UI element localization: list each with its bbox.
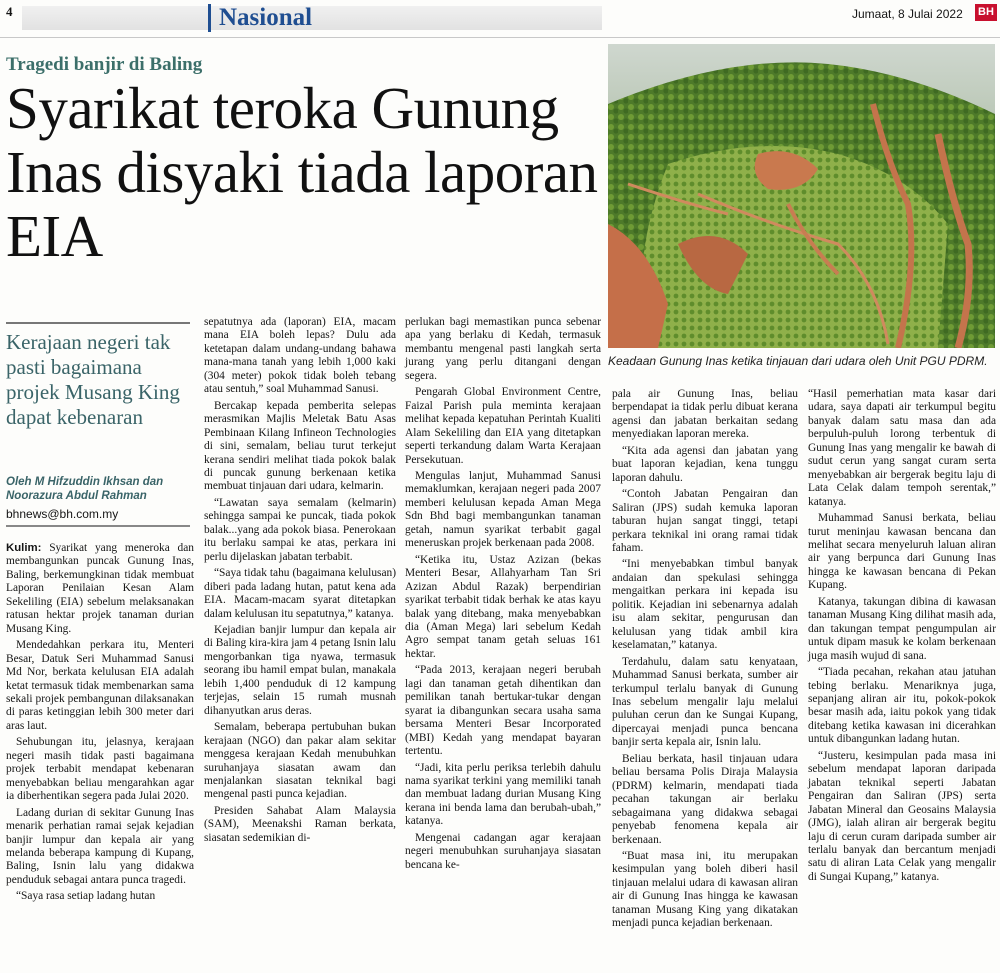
body-column-1	[6, 542, 194, 907]
paragraph: “Kita ada agensi dan jabatan yang buat laporan kejadian, kena tunggu laporan dahulu.	[612, 444, 798, 484]
aerial-photo	[608, 44, 995, 348]
paragraph: Pengarah Global Environment Centre, Faizal Parish pula meminta kerajaan melihat kepada kepatuhan Perintah Kualiti Alam Sekeliling dan EIA yang ditetapkan seperti terkandung dalam Warta Kerajaan Persekutuan.	[405, 386, 601, 466]
issue-date: Jumaat, 8 Julai 2022	[852, 7, 963, 21]
dateline: Kulim:	[6, 542, 42, 554]
masthead-divider	[0, 37, 1000, 38]
paragraph: Semalam, beberapa pertubuhan bukan kerajaan (NGO) dan pakar alam sekitar menggesa kerajaan Kedah menubuhkan suruhanjaya siasatan awam dan menjalankan siasatan teknikal bagi mengenal pasti punca kejadian.	[204, 721, 396, 801]
paragraph: “Contoh Jabatan Pengairan dan Saliran (JPS) sudah kemuka laporan taburan hujan sangat tinggi, tetapi perkara teknikal ini orang ramai tidak faham.	[612, 488, 798, 554]
paragraph: Sehubungan itu, jelasnya, kerajaan negeri masih tidak pasti bagaimana projek terbabit mendapat kebenaran menyebabkan beliau mengarahkan agar ia diberhentikan segera pada Julai 2020.	[6, 736, 194, 803]
paragraph: “Justeru, kesimpulan pada masa ini sebelum mendapat laporan daripada jabatan teknikal seperti Jabatan Pengairan dan Saliran (JPS) serta Jabatan Mineral dan Geosains Malaysia (JMG), ialah aliran air bergerak begitu laju di cerun curam daripada sumber air terlalu banyak dan bercantum menjadi satu di aliran Lata Celak yang mengalir di Sungai Kupang,” katanya.	[808, 749, 996, 883]
subheadline-box	[6, 322, 190, 430]
paragraph: Mengulas lanjut, Muhammad Sanusi memaklumkan, kerajaan negeri pada 2007 memberi kelulusan kepada Aman Mega Sdn Bhd bagi membangunkan tanaman getah, namun syarikat terbabit gagal meneruskan projek berkenaan pada 2008.	[405, 469, 601, 550]
paragraph: “Hasil pemerhatian mata kasar dari udara, saya dapati air terkumpul begitu banyak dalam satu masa dan ada berpuluh-puluh lorong terbentuk di Gunung Inas yang mengalir ke bawah di sudut cerun yang sangat curam serta menyebabkan air bergerak begitu laju di Lata Celak dalam tempoh serentak,” katanya.	[808, 388, 996, 508]
paragraph: “Saya tidak tahu (bagaimana kelulusan) diberi pada ladang hutan, patut kena ada EIA. Macam-macam syarat ditetapkan dalam kelulusan itu sepatutnya,” katanya.	[204, 567, 396, 620]
body-column-5	[808, 388, 996, 887]
paragraph: “Saya rasa setiap ladang hutan	[16, 890, 156, 903]
page-number: 4	[6, 4, 13, 19]
body-column-2	[204, 316, 396, 848]
paragraph: “Ketika itu, Ustaz Azizan (bekas Menteri Besar, Allahyarham Tan Sri Azizan Abdul Razak) berpendirian syarikat terbabit tidak berhak ke atas kayu balak yang ditebang, maka menyebabkan dia (Aman Mega) lari sebelum Kedah Agro sempat tanam getah seluas 161 hektar.	[405, 553, 601, 660]
paragraph: sepatutnya ada (laporan) EIA, macam mana EIA boleh lepas? Dulu ada ketetapan dalam undang-undang bahawa mana-mana tanah yang lebih 1,000 kaki (304 meter) pokok tidak boleh tebang atau sentuh,” soal Muhammad Sanusi.	[204, 316, 396, 396]
paragraph: Katanya, takungan dibina di kawasan tanaman Musang King dilihat masih ada, dan takungan tempat pengumpulan air untuk dipam masuk ke kolam berkenaan juga masih wujud di sana.	[808, 595, 996, 662]
author-email[interactable]: bhnews@bh.com.my	[6, 507, 119, 521]
paragraph: “Lawatan saya semalam (kelmarin) sehingga sampai ke puncak, tiada pokok balak...yang ada pokok biasa. Penerokaan itu berlaku sampai ke atas, perkara ini perlu dijelaskan jabatan terbabit.	[204, 496, 396, 563]
paragraph: Mendedahkan perkara itu, Menteri Besar, Datuk Seri Muhammad Sanusi Md Nor, berkata kelulusan EIA adalah ketat termasuk tidak membenarkan sama sekali projek pembangunan dilaksanakan di paras ketinggian lebih 300 meter dari aras laut.	[6, 639, 194, 732]
paragraph: perlukan bagi memastikan punca sebenar apa yang berlaku di Kedah, termasuk membantu mengenal pasti langkah serta jurang yang perlu ditangani dengan segera.	[405, 316, 601, 382]
paragraph: Kejadian banjir lumpur dan kepala air di Baling kira-kira jam 4 petang Isnin lalu mengorbankan tiga nyawa, termasuk seorang ibu hamil empat bulan, manakala lebih 1,400 penduduk di 12 kampung terjejas, selain 15 rumah musnah dihanyutkan arus deras.	[204, 623, 396, 717]
article-headline: Syarikat teroka Gunung Inas disyaki tiada laporan EIA	[6, 75, 598, 269]
forest-clearing-image	[608, 44, 995, 348]
subheadline: Kerajaan negeri tak pasti bagaimana projek Musang King dapat kebenaran	[6, 330, 180, 429]
paragraph: “Jadi, kita perlu periksa terlebih dahulu nama syarikat terkini yang memiliki tanah dan membuat ladang durian Musang King kerana ini benda lama dan berubah-ubah,” katanya.	[405, 761, 601, 828]
paragraph: Terdahulu, dalam satu kenyataan, Muhammad Sanusi berkata, sumber air terkumpul terlalu banyak di Gunung Inas sebelum mengalir laju melalui puluhan cerun dan ke Sungai Kupang, dipercayai menjadi punca bencana banjir serta kepala air, Isnin lalu.	[612, 655, 798, 749]
paragraph: “Ini menyebabkan timbul banyak andaian dan spekulasi sehingga mengaitkan perkara ini kepada isu politik. Kejadian ini sebenarnya adalah isu alam sekitar, pengurusan dan kelulusan yang tidak ambil kira keselamatan,” katanya.	[612, 558, 798, 652]
paragraph: Presiden Sahabat Alam Malaysia (SAM), Meenakshi Raman berkata, siasatan sedemikian di-	[204, 804, 396, 844]
paragraph: Beliau berkata, hasil tinjauan udara beliau bersama Polis Diraja Malaysia (PDRM) kelmarin, mendapati tiada pecahan takungan air berlaku sebagaimana yang didakwa sebagai penyebab fenomena kepala air berkenaan.	[612, 752, 798, 846]
body-column-3	[405, 316, 601, 875]
paragraph: Ladang durian di sekitar Gunung Inas menarik perhatian ramai sejak kejadian banjir lumpur dan kepala air yang melanda beberapa kampung di Kupang, Baling, Isnin lalu yang didakwa penduduk sebagai antara punca tragedi.	[6, 806, 194, 886]
byline: Oleh M Hifzuddin Ikhsan dan Noorazura Abdul Rahman	[6, 476, 164, 502]
masthead-bar	[0, 0, 1000, 38]
byline-rule	[6, 525, 190, 527]
brand-logo: BH	[975, 4, 997, 21]
paragraph: Mengenai cadangan agar kerajaan negeri menubuhkan suruhanjaya siasatan bencana ke-	[405, 831, 601, 871]
lead-paragraph: Kulim: Syarikat yang meneroka dan membangunkan puncak Gunung Inas, Baling, berkemungkinan tidak membuat Laporan Penilaian Kesan Alam Sekeliling (EIA) sebelum melaksanakan ratusan hektar projek tanaman durian Musang King.	[6, 542, 194, 635]
paragraph: “Buat masa ini, itu merupakan kesimpulan yang boleh diberi hasil tinjauan melalui udara di kawasan aliran air di Gunung Inas hingga ke kawasan tanaman Musang King yang dikatakan menjadi punca kejadian berkenaan.	[612, 849, 798, 930]
body-column-4	[612, 388, 798, 934]
subheadline-rule	[6, 322, 190, 324]
paragraph: Bercakap kepada pemberita selepas merasmikan Majlis Meletak Batu Asas Pembinaan Kilang Infineon Technologies di sini, semalam, beliau turut terkejut kerana sendiri melihat tiada pokok balak di puncak gunung berkenaan ketika membuat tinjauan dari udara, kelmarin.	[204, 399, 396, 493]
article-kicker: Tragedi banjir di Baling	[6, 54, 203, 75]
paragraph: pala air Gunung Inas, beliau berpendapat ia tidak perlu dibuat kerana agensi dan jabatan berkaitan sedang menyediakan laporan mereka.	[612, 388, 798, 441]
paragraph: “Tiada pecahan, rekahan atau jatuhan tebing berlaku. Menariknya juga, sepanjang aliran air itu, pokok-pokok besar masih ada, iaitu pokok yang tidak ditebang ketika kawasan ini dicerahkan untuk dibangunkan ladang hutan.	[808, 666, 996, 746]
paragraph: Muhammad Sanusi berkata, beliau turut meninjau kawasan bencana dan melihat secara menyeluruh laluan aliran air yang berpunca dari Gunung Inas hingga ke kawasan bencana di Pekan Kupang.	[808, 512, 996, 592]
paragraph: “Pada 2013, kerajaan negeri berubah lagi dan tanaman getah dihentikan dan pemilikan tanah bertukar-tukar dengan syarat ia dibangunkan secara usaha sama bersama Menteri Besar Incorporated (MBI) Kedah yang mendapat bayaran tertentu.	[405, 664, 601, 758]
section-title: Nasional	[208, 4, 312, 32]
photo-caption: Keadaan Gunung Inas ketika tinjauan dari udara oleh Unit PGU PDRM.	[608, 354, 988, 368]
